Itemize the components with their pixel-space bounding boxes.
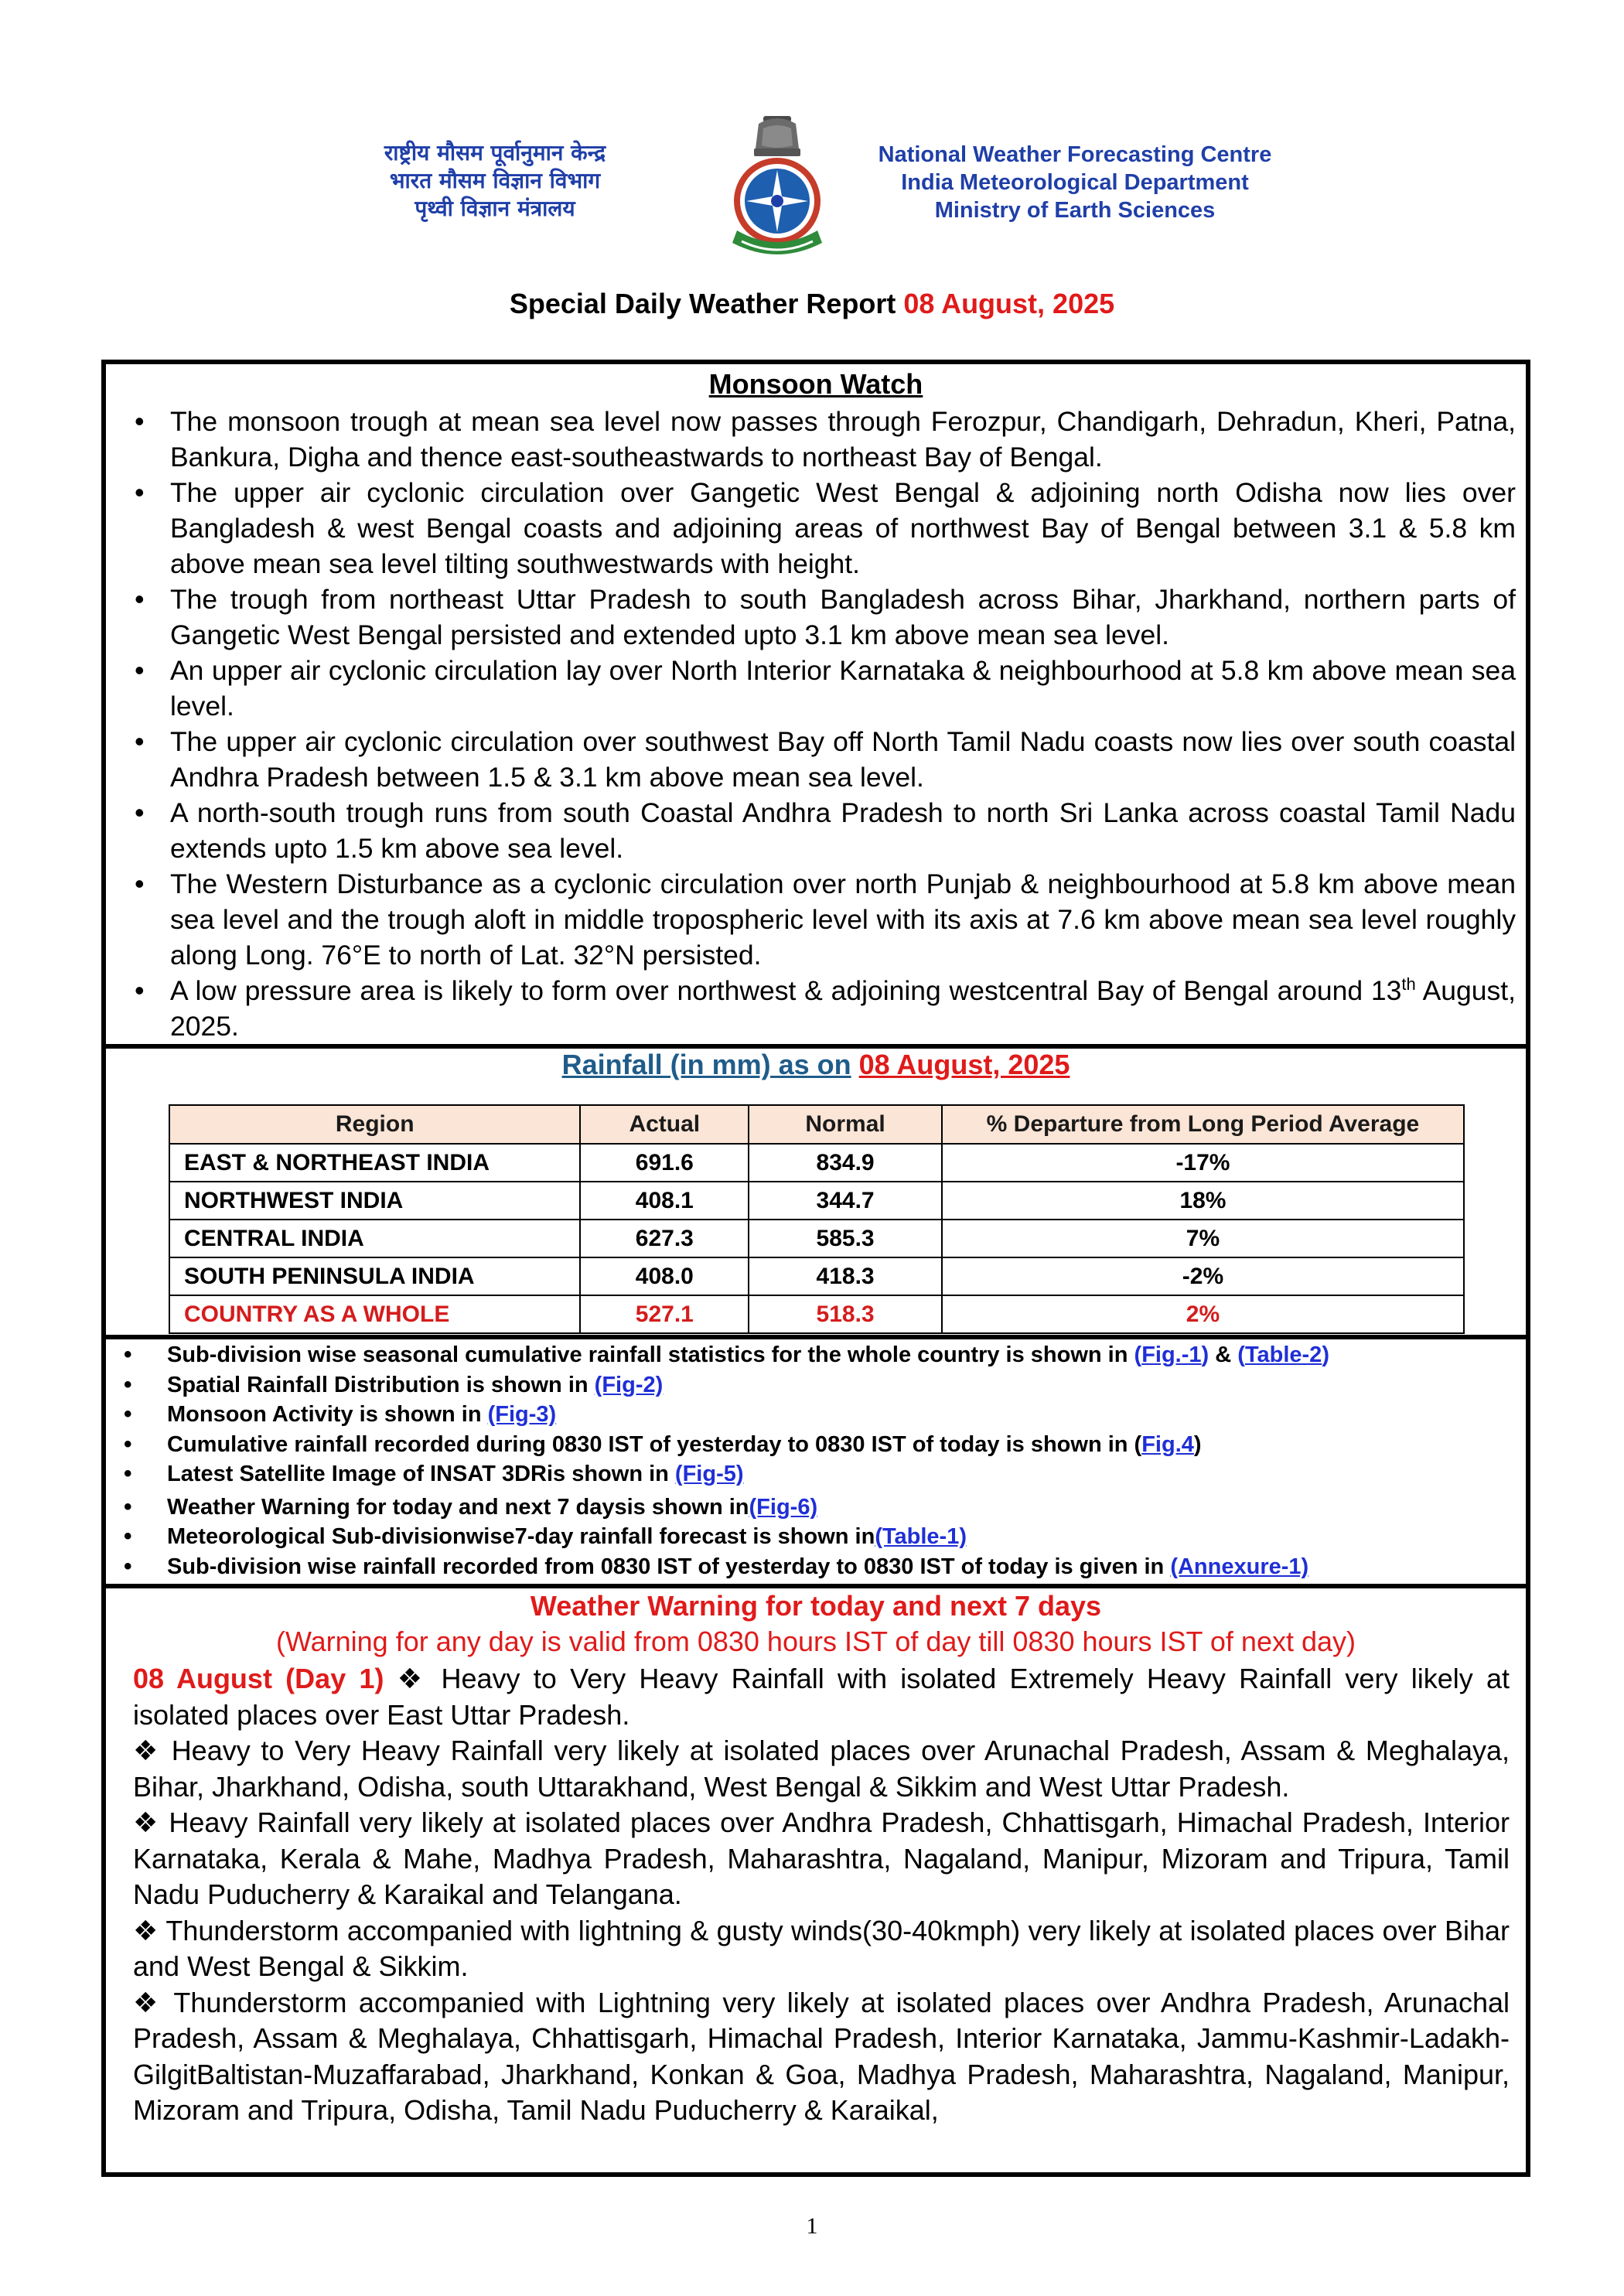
link-desc: Meteorological Sub-divisionwise7-day rainfall forecast is shown in <box>167 1524 875 1549</box>
list-item: • The trough from northeast Uttar Pradesh to south Bangladesh across Bihar, Jharkhand, northern parts of Gangetic West Bengal persisted and extended upto 3.1 km above mean sea level. <box>131 582 1516 653</box>
link-desc: Weather Warning for today and next 7 daysis shown in <box>167 1494 749 1520</box>
actual-cell: 408.0 <box>580 1257 749 1295</box>
warning-text: Thunderstorm accompanied with Lightning very likely at isolated places over Andhra Pradesh, Arunachal Pradesh, Assam & Meghalaya, Chhattisgarh, Himachal Pradesh, Interior Karnataka, Jammu-Kashmir-Ladakh-GilgitBaltistan-Muzaffarabad, Jharkhand, Konkan & Goa, Madhya Pradesh, Maharashtra, Nagaland, Manipur, Mizoram and Tripura, Odisha, Tamil Nadu Puducherry & Karaikal, <box>133 1986 1510 2126</box>
bullet-icon: ❖ <box>133 1986 162 2018</box>
figure-links-list <box>116 1340 1508 1581</box>
warning-body <box>133 1661 1510 2129</box>
bullet-icon: ❖ <box>133 1806 160 1838</box>
warning-item <box>133 1733 1510 1805</box>
eng-line-3: Ministry of Earth Sciences <box>934 198 1216 223</box>
actual-cell: 627.3 <box>580 1220 749 1257</box>
table-row-total <box>169 1295 1464 1333</box>
link-desc: Spatial Rainfall Distribution is shown in <box>167 1372 595 1397</box>
link-desc: Cumulative rainfall recorded during 0830 IST of yesterday to 0830 IST of today is shown in <box>167 1431 1134 1457</box>
list-item: • Cumulative rainfall recorded during 0830 IST of yesterday to 0830 IST of today is shown in (Fig.4) <box>116 1430 1508 1460</box>
warning-text: Heavy Rainfall very likely at isolated places over Andhra Pradesh, Chhattisgarh, Himachal Pradesh, Interior Karnataka, Kerala & Mahe, Madhya Pradesh, Maharashtra, Nagaland, Manipur, Mizoram and Tripura, Tamil Nadu Puducherry & Karaikal and Telangana. <box>133 1806 1510 1910</box>
region-cell: SOUTH PENINSULA INDIA <box>169 1257 580 1295</box>
monsoon-watch-heading: Monsoon Watch <box>708 368 923 400</box>
day-label: 08 August (Day 1) <box>133 1663 384 1694</box>
warning-text: Heavy to Very Heavy Rainfall with isolated Extremely Heavy Rainfall very likely at isolated places over East Uttar Pradesh. <box>133 1663 1510 1731</box>
warning-text: Thunderstorm accompanied with lightning & gusty winds(30-40kmph) very likely at isolated places over Bihar and West Bengal & Sikkim. <box>133 1914 1510 1982</box>
lpa-text: A low pressure area is likely to form over northwest & adjoining westcentral Bay of Bengal around 13 <box>170 975 1402 1006</box>
region-cell: COUNTRY AS A WHOLE <box>169 1295 580 1333</box>
fig-4-link[interactable]: Fig.4 <box>1141 1431 1194 1457</box>
departure-cell: 7% <box>942 1220 1464 1257</box>
list-item: • An upper air cyclonic circulation lay over North Interior Karnataka & neighbourhood at 5.8 km above mean sea level. <box>131 653 1516 724</box>
warning-item <box>133 1913 1510 1985</box>
list-item: • A north-south trough runs from south Coastal Andhra Pradesh to north Sri Lanka across coastal Tamil Nadu extends upto 1.5 km above sea level. <box>131 795 1516 866</box>
list-item <box>116 1459 1508 1489</box>
fig-2-link[interactable]: (Fig-2) <box>594 1372 664 1397</box>
col-header-actual: Actual <box>580 1105 749 1144</box>
table-1-link[interactable]: (Table-1) <box>875 1524 967 1549</box>
list-item: • The upper air cyclonic circulation over Gangetic West Bengal & adjoining north Odisha now lies over Bangladesh & west Bengal coasts and adjoining areas of northwest Bay of Bengal between 3.1 & 5.8 km above mean sea level tilting southwestwards with height. <box>131 475 1516 582</box>
hindi-line-3: पृथ्वी विज्ञान मंत्रालय <box>415 196 575 221</box>
report-title <box>0 288 1624 320</box>
table-row <box>169 1144 1464 1182</box>
eng-line-1: National Weather Forecasting Centre <box>878 142 1272 167</box>
bullet-icon: ❖ <box>397 1663 428 1694</box>
link-desc: Latest Satellite Image of INSAT 3DRis shown in <box>167 1462 675 1486</box>
normal-cell: 418.3 <box>749 1257 942 1295</box>
warning-item <box>133 1661 1510 1733</box>
col-header-departure: % Departure from Long Period Average <box>942 1105 1464 1144</box>
normal-cell: 585.3 <box>749 1220 942 1257</box>
page-number: 1 <box>806 2213 818 2239</box>
normal-cell: 518.3 <box>749 1295 942 1333</box>
normal-cell: 834.9 <box>749 1144 942 1182</box>
rainfall-table <box>169 1104 1465 1334</box>
departure-cell: -17% <box>942 1144 1464 1182</box>
section-divider <box>101 1584 1530 1588</box>
hindi-line-1: राष्ट्रीय मौसम पूर्वानुमान केन्द्र <box>384 140 606 165</box>
bullet-icon: ❖ <box>133 1914 159 1946</box>
annexure-1-link[interactable]: (Annexure-1) <box>1170 1554 1309 1579</box>
warning-text: Heavy to Very Heavy Rainfall very likely at isolated places over Arunachal Pradesh, Assam & Meghalaya, Bihar, Jharkhand, Odisha, south Uttarakhand, West Bengal & Sikkim and West Uttar Pradesh. <box>133 1735 1510 1803</box>
report-title-text: Special Daily Weather Report <box>509 288 896 319</box>
actual-cell: 408.1 <box>580 1182 749 1220</box>
region-cell: EAST & NORTHEAST INDIA <box>169 1144 580 1182</box>
col-header-region: Region <box>169 1105 580 1144</box>
fig-6-link[interactable]: (Fig-6) <box>749 1494 818 1520</box>
hindi-line-2: भारत मौसम विज्ञान विभाग <box>389 168 601 193</box>
fig-3-link[interactable]: (Fig-3) <box>487 1402 557 1427</box>
lpa-text-end: August, 2025. <box>170 975 1516 1042</box>
list-item: • The Western Disturbance as a cyclonic circulation over north Punjab & neighbourhood at 5.8 km above mean sea level and the trough aloft in middle tropospheric level with its axis at 7.6 km above mean sea level roughly along Long. 76°E to north of Lat. 32°N persisted. <box>131 866 1516 973</box>
region-cell: CENTRAL INDIA <box>169 1220 580 1257</box>
rainfall-heading-text: Rainfall (in mm) as on <box>561 1049 851 1080</box>
warning-item <box>133 1805 1510 1913</box>
warning-heading: Weather Warning for today and next 7 days <box>530 1590 1102 1622</box>
table-row <box>169 1257 1464 1295</box>
fig-1-link[interactable]: Fig.-1 <box>1141 1342 1202 1367</box>
table-row <box>169 1220 1464 1257</box>
english-org-name <box>835 141 1315 224</box>
warning-subheading: (Warning for any day is valid from 0830 hours IST of day till 0830 hours IST of next day) <box>275 1626 1356 1657</box>
rainfall-heading <box>101 1049 1530 1081</box>
rainfall-heading-date: 08 August, 2025 <box>858 1049 1070 1080</box>
section-divider <box>101 1335 1530 1339</box>
col-header-normal: Normal <box>749 1105 942 1144</box>
table-2-link[interactable]: Table-2 <box>1244 1342 1322 1367</box>
actual-cell: 691.6 <box>580 1144 749 1182</box>
hindi-org-name <box>340 139 650 223</box>
departure-cell: -2% <box>942 1257 1464 1295</box>
table-header-row <box>169 1105 1464 1144</box>
region-cell: NORTHWEST INDIA <box>169 1182 580 1220</box>
list-item <box>131 973 1516 1044</box>
ordinal-sup: th <box>1401 974 1416 994</box>
table-row <box>169 1182 1464 1220</box>
list-item <box>116 1400 1508 1430</box>
list-item: • Sub-division wise seasonal cumulative rainfall statistics for the whole country is shown in (Fig.-1) & (Table-2) <box>116 1340 1508 1370</box>
list-item <box>116 1552 1508 1582</box>
list-item: • The monsoon trough at mean sea level now passes through Ferozpur, Chandigarh, Dehradun, Kheri, Patna, Bankura, Digha and thence east-southeastwards to northeast Bay of Bengal. <box>131 404 1516 475</box>
bullet-icon: ❖ <box>133 1735 161 1766</box>
monsoon-watch-list <box>131 404 1516 1044</box>
list-item: • The upper air cyclonic circulation over southwest Bay off North Tamil Nadu coasts now lies over south coastal Andhra Pradesh between 1.5 & 3.1 km above mean sea level. <box>131 724 1516 795</box>
departure-cell: 18% <box>942 1182 1464 1220</box>
actual-cell: 527.1 <box>580 1295 749 1333</box>
list-item <box>116 1493 1508 1523</box>
national-emblem-logo <box>723 114 831 261</box>
fig-5-link[interactable]: (Fig-5) <box>674 1462 744 1486</box>
link-desc: Sub-division wise rainfall recorded from 0830 IST of yesterday to 0830 IST of today is given in <box>167 1554 1171 1579</box>
list-item <box>116 1522 1508 1552</box>
link-desc: Monsoon Activity is shown in <box>167 1402 488 1427</box>
link-desc: Sub-division wise seasonal cumulative rainfall statistics for the whole country is shown in <box>167 1342 1134 1367</box>
link-sep: & <box>1209 1342 1238 1367</box>
departure-cell: 2% <box>942 1295 1464 1333</box>
list-item <box>116 1370 1508 1400</box>
normal-cell: 344.7 <box>749 1182 942 1220</box>
report-date: 08 August, 2025 <box>903 288 1115 319</box>
warning-item <box>133 1985 1510 2129</box>
eng-line-2: India Meteorological Department <box>901 170 1249 195</box>
